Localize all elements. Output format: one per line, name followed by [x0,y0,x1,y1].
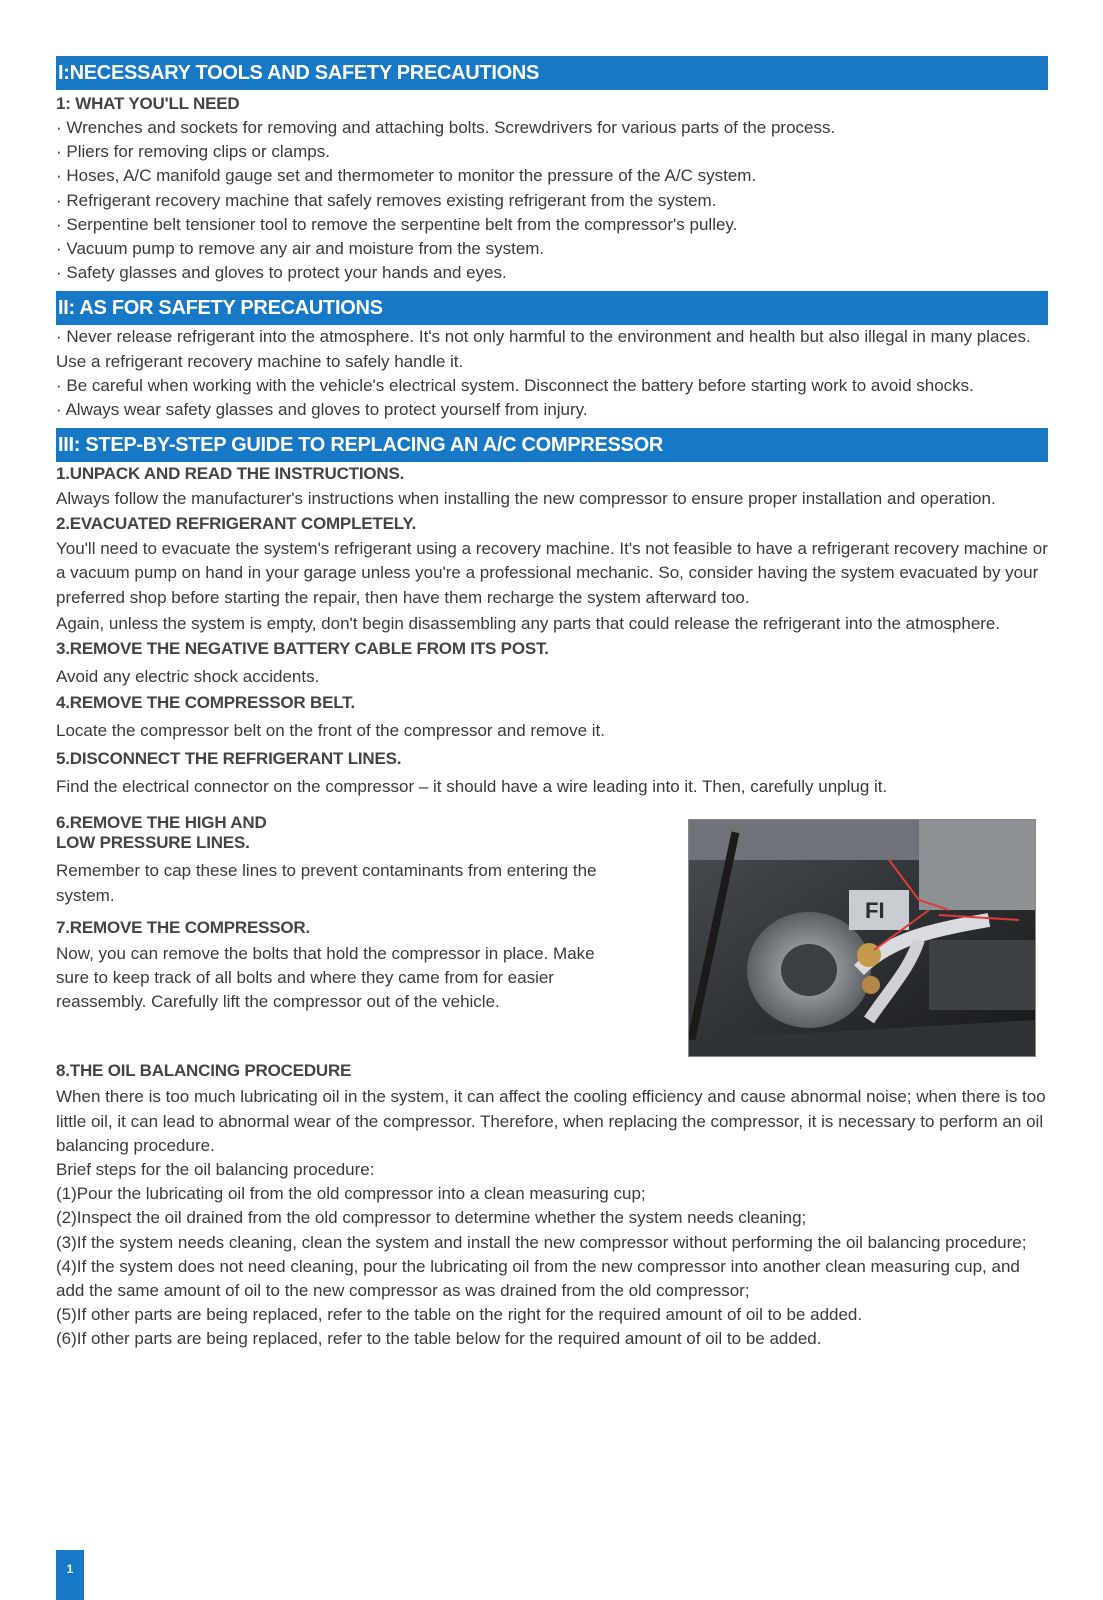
section-banner-safety: II: AS FOR SAFETY PRECAUTIONS [56,291,1048,325]
step-7-title: 7.REMOVE THE COMPRESSOR. [56,917,311,937]
list-item: · Never release refrigerant into the atmosphere. It's not only harmful to the environment and health but also illegal in many places. Use a refrigerant recovery machine to safely handle it. [56,327,1031,371]
list-item: · Always wear safety glasses and gloves to protect yourself from injury. [56,400,588,420]
step-6-title-line-2: LOW PRESSURE LINES. [56,833,250,853]
subheading-what-you-need: 1: WHAT YOU'LL NEED [56,94,240,113]
safety-list [56,325,1048,422]
step-8-title: 8.THE OIL BALANCING PROCEDURE [56,1061,352,1081]
step-5-text: Find the electrical connector on the compressor – it should have a wire leading into it. Then, carefully unplug it. [56,777,888,797]
list-item: (1)Pour the lubricating oil from the old compressor into a clean measuring cup; [56,1184,646,1204]
step-6-title [56,813,616,853]
compressor-photo [688,819,1036,1057]
step-2-text-2: Again, unless the system is empty, don't begin disassembling any parts that could release the refrigerant into the atmosphere. [56,613,1001,633]
steps-column [56,813,616,1057]
svg-text:FI: FI [865,898,885,924]
document-page [56,56,1048,1352]
list-item: · Pliers for removing clips or clamps. [56,142,330,162]
page-number: 1 [56,1550,84,1600]
step-6-title-line-1: 6.REMOVE THE HIGH AND [56,813,267,833]
step-4-text: Locate the compressor belt on the front of the compressor and remove it. [56,721,606,741]
step-3-text: Avoid any electric shock accidents. [56,666,320,686]
step-2-text: You'll need to evacuate the system's refrigerant using a recovery machine. It's not feasible to have a refrigerant recovery machine or a vacuum pump on hand in your garage unless you're a professional mechanic. So, consider having the system evacuated by your preferred shop before starting the repair, then have them recharge the system afterward too. [56,539,1048,607]
step-8-brief: Brief steps for the oil balancing procedure: [56,1160,375,1180]
step-6-text: Remember to cap these lines to prevent contaminants from entering the system. [56,861,597,905]
step-7-text: Now, you can remove the bolts that hold the compressor in place. Make sure to keep track of all bolts and where they came from for easier reassembly. Carefully lift the compressor out of the vehicle. [56,943,595,1012]
list-item: (5)If other parts are being replaced, refer to the table on the right for the required amount of oil to be added. [56,1305,863,1325]
step-4-title: 4.REMOVE THE COMPRESSOR BELT. [56,693,355,713]
list-item: · Hoses, A/C manifold gauge set and thermometer to monitor the pressure of the A/C system. [56,166,757,186]
list-item: · Serpentine belt tensioner tool to remove the serpentine belt from the compressor's pulley. [56,214,738,234]
step-5-title: 5.DISCONNECT THE REFRIGERANT LINES. [56,749,402,769]
section-banner-guide: III: STEP-BY-STEP GUIDE TO REPLACING AN A/C COMPRESSOR [56,428,1048,462]
list-item: · Vacuum pump to remove any air and moisture from the system. [56,239,545,259]
step-1-title: 1.UNPACK AND READ THE INSTRUCTIONS. [56,464,405,484]
engine-bay-illustration [689,820,1035,1056]
oil-steps-list [56,1182,1048,1351]
step-8-text: When there is too much lubricating oil in the system, it can affect the cooling efficiency and cause abnormal noise; when there is too little oil, it can lead to abnormal wear of the compressor. Therefore, when replacing the compressor, it is necessary to perform an oil balancing procedure. [56,1087,1046,1155]
step-2-title: 2.EVACUATED REFRIGERANT COMPLETELY. [56,514,417,534]
steps-with-photo [56,813,1048,1057]
step-3-title: 3.REMOVE THE NEGATIVE BATTERY CABLE FROM ITS POST. [56,638,549,658]
list-item: · Refrigerant recovery machine that safely removes existing refrigerant from the system. [56,190,717,210]
tools-list [56,116,1048,285]
step-1-text: Always follow the manufacturer's instructions when installing the new compressor to ensure proper installation and operation. [56,489,996,509]
list-item: (2)Inspect the oil drained from the old compressor to determine whether the system needs cleaning; [56,1208,807,1228]
list-item: · Safety glasses and gloves to protect your hands and eyes. [56,263,507,283]
list-item: · Be careful when working with the vehicle's electrical system. Disconnect the battery before starting work to avoid shocks. [56,375,974,395]
list-item: (3)If the system needs cleaning, clean the system and install the new compressor without performing the oil balancing procedure; [56,1232,1027,1252]
section-banner-tools: I:NECESSARY TOOLS AND SAFETY PRECAUTIONS [56,56,1048,90]
list-item: (6)If other parts are being replaced, refer to the table below for the required amount of oil to be added. [56,1329,822,1349]
list-item: (4)If the system does not need cleaning, pour the lubricating oil from the new compressor into another clean measuring cup, and add the same amount of oil to the new compressor as was drained from the old compressor; [56,1256,1020,1301]
list-item: · Wrenches and sockets for removing and attaching bolts. Screwdrivers for various parts of the process. [56,118,836,137]
